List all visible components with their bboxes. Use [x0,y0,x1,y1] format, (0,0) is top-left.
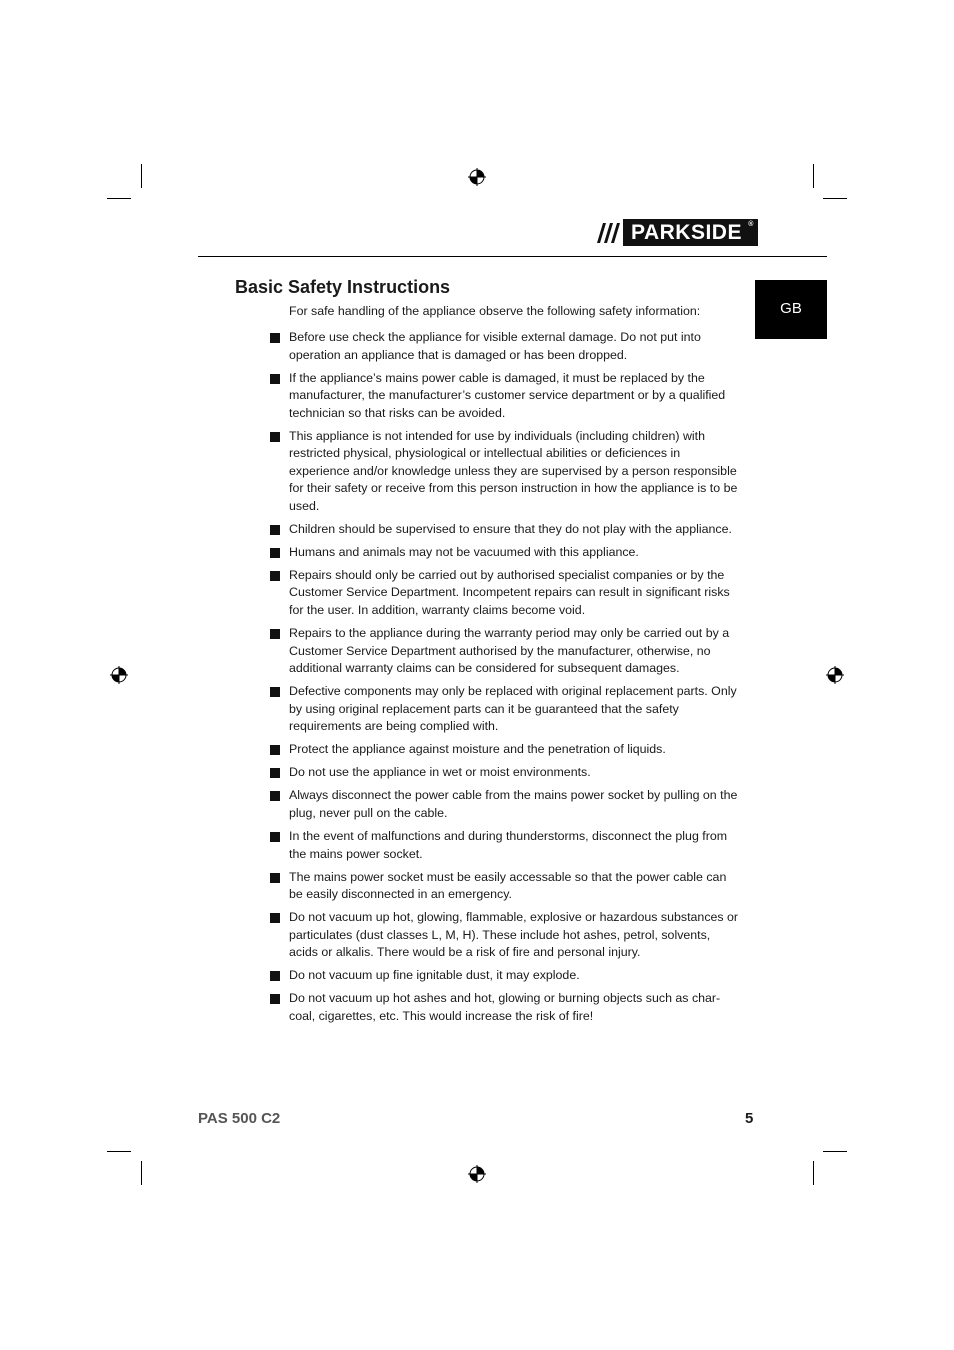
list-item [270,909,740,962]
list-item-text: In the event of malfunctions and during thunderstorms, disconnect the plug from the mains power socket. [289,829,728,861]
list-item [270,521,740,539]
list-item [270,625,740,678]
square-bullet-icon [270,832,280,842]
crop-mark [823,1151,847,1152]
list-item [270,869,740,904]
list-item-text: Defective components may only be replaced with original replacement parts. Only by using original replacement parts can it be guaranteed that the safety requirements are being complied with. [289,684,737,734]
list-item-text: Protect the appliance against moisture and the penetration of liquids. [289,742,666,757]
registration-mark-icon [468,168,486,186]
crop-mark [141,1161,142,1185]
registration-mark-icon [110,666,128,684]
list-item-text: Before use check the appliance for visible external damage. Do not put into operation an appliance that is damaged or has been dropped. [289,330,701,362]
square-bullet-icon [270,374,280,384]
registered-mark: ® [748,221,754,228]
square-bullet-icon [270,994,280,1004]
list-item [270,787,740,822]
crop-mark [823,198,847,199]
square-bullet-icon [270,333,280,343]
list-item-text: The mains power socket must be easily accessable so that the power cable can be easily disconnected in an emergency. [289,869,727,902]
crop-mark [107,198,131,199]
list-item [270,764,740,782]
square-bullet-icon [270,548,280,558]
crop-mark [813,1161,814,1185]
list-item-text: Always disconnect the power cable from the mains power socket by pulling on the plug, never pull on the cable. [289,788,738,820]
brand-name: PARKSIDE [631,220,742,244]
list-item [270,544,740,562]
square-bullet-icon [270,768,280,778]
registration-mark-icon [468,1165,486,1183]
list-item-text: Humans and animals may not be vacuumed with this appliance. [289,544,639,559]
list-item [270,370,740,423]
square-bullet-icon [270,432,280,442]
square-bullet-icon [270,873,280,883]
footer-model-number: PAS 500 C2 [198,1110,281,1127]
list-item [270,741,740,759]
square-bullet-icon [270,971,280,981]
square-bullet-icon [270,745,280,755]
square-bullet-icon [270,629,280,639]
list-item-text: Do not vacuum up fine ignitable dust, it may explode. [289,968,580,983]
brand-slashes-icon [593,219,623,246]
crop-mark [107,1151,131,1152]
language-tab: GB [755,280,827,339]
header-rule [198,256,827,257]
list-item [270,683,740,736]
list-item [270,990,740,1025]
square-bullet-icon [270,571,280,581]
section-title: Basic Safety Instructions [235,277,451,297]
list-item [270,329,740,364]
list-item-text: Repairs should only be carried out by authorised specialist companies or by the Customer Service Department. Incompetent repairs can result in significant risks for the user. In addition, warranty claims become void. [289,567,730,617]
section-intro: For safe handling of the appliance observe the following safety information: [289,304,701,318]
page-number: 5 [745,1110,754,1127]
list-item-text: This appliance is not intended for use by individuals (including children) with restricted physical, physiological or intellectual abilities or deficiences in experience and/or knowledge unless they are supervised by a person responsible for their safety or receive from this person instruction in how the appliance is to be used. [289,428,738,513]
square-bullet-icon [270,525,280,535]
list-item [270,428,740,516]
square-bullet-icon [270,687,280,697]
crop-mark [813,164,814,188]
brand-wordmark [623,219,758,246]
list-item [270,828,740,863]
list-item-text: If the appliance’s mains power cable is damaged, it must be replaced by the manufacturer, the manufacturer’s customer service department or by a qualified technician so that risks can be avoided. [289,370,726,420]
square-bullet-icon [270,913,280,923]
list-item-text: Do not vacuum up hot ashes and hot, glowing or burning objects such as char-coal, cigarettes, etc. This would increase the risk of fire! [289,991,721,1023]
list-item-text: Children should be supervised to ensure that they do not play with the appliance. [289,521,732,536]
list-item [270,967,740,985]
crop-mark [141,164,142,188]
safety-list [270,329,740,1031]
list-item-text: Do not vacuum up hot, glowing, flammable, explosive or hazardous substances or particulates (dust classes L, M, H). These include hot ashes, petrol, solvents, acids or alkalis. There would be a risk of fire and personal injury. [289,910,739,960]
registration-mark-icon [826,666,844,684]
list-item-text: Repairs to the appliance during the warranty period may only be carried out by a Customer Service Department authorised by the manufacturer, otherwise, no additional warranty claims can be considered for subsequent damages. [289,626,730,676]
list-item-text: Do not use the appliance in wet or moist environments. [289,765,591,780]
list-item [270,567,740,620]
square-bullet-icon [270,791,280,801]
brand-logo [593,219,758,246]
